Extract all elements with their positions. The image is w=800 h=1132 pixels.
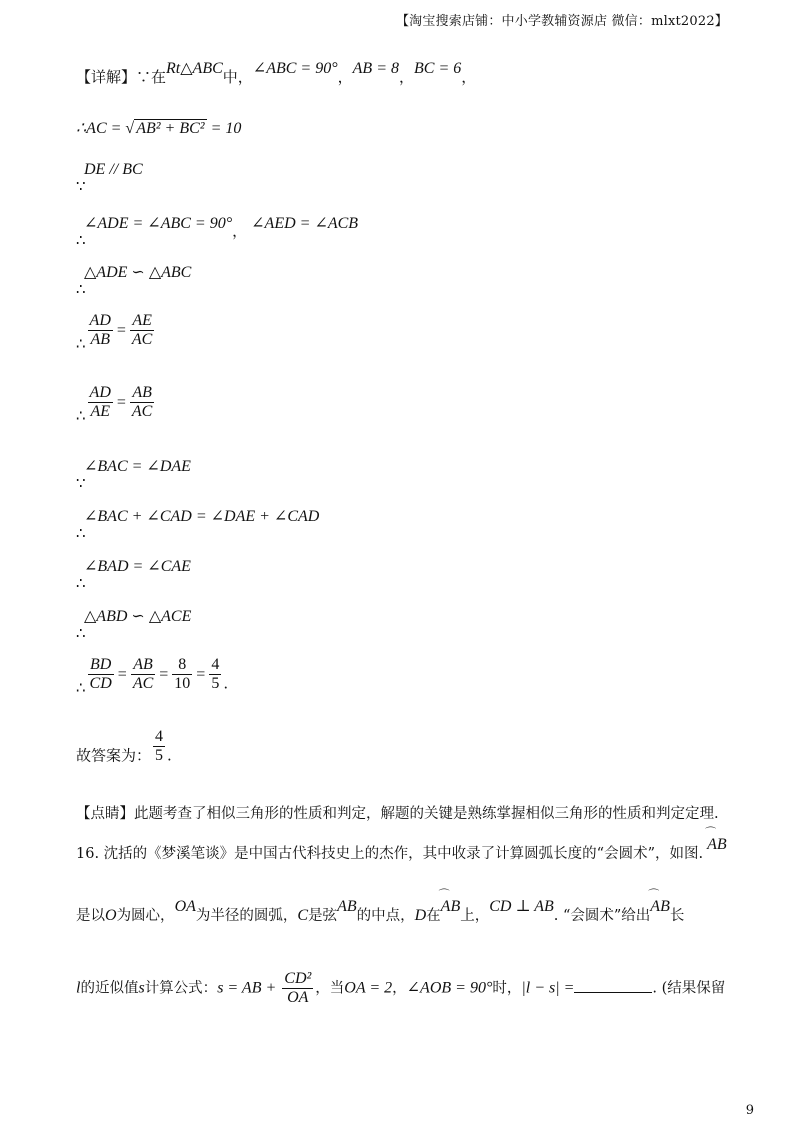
numerator: 4 [211, 656, 220, 673]
angle-abc-90: ∠ABC = 90° [252, 60, 338, 77]
question-16-line-3 [76, 970, 725, 1007]
fraction-ab-ac [131, 656, 155, 693]
therefore-symbol: ∴ [76, 678, 86, 697]
text: 是弦 [308, 908, 338, 924]
solution-line-6 [76, 312, 156, 353]
solution-line-7 [76, 384, 156, 425]
text: 是以 [76, 908, 105, 924]
question-16-line-2 [76, 889, 685, 925]
arc-ab [648, 889, 670, 916]
text: 计算公式： [144, 980, 218, 997]
denominator: AC [131, 403, 153, 420]
therefore-symbol: ∴ [76, 624, 86, 642]
text: . “会圆术”给出 [553, 908, 651, 924]
solution-line-1 [76, 60, 477, 87]
text: 长 [669, 908, 685, 924]
text: 在 [426, 908, 441, 924]
ab-equals-8: AB = 8 [352, 60, 399, 77]
text-zhong: 中， [222, 68, 253, 86]
equals-sign: = [116, 321, 126, 339]
solution-line-5 [76, 262, 192, 298]
de-parallel-bc: DE // BC [84, 161, 143, 178]
ac-result: = 10 [206, 120, 242, 137]
comment-line: 【点睛】此题考查了相似三角形的性质和判定，解题的关键是熟练掌握相似三角形的性质和判定定理. [76, 806, 719, 822]
answer-blank[interactable] [574, 992, 652, 993]
angle-aob-90: ∠AOB = 90° [406, 979, 493, 997]
detail-tag: 【详解】 [76, 68, 137, 86]
comma: ， [398, 68, 414, 86]
numerator: AE [130, 312, 154, 331]
comma: ， [232, 222, 248, 240]
equals-sign: = [159, 665, 169, 683]
equals-sign: = [117, 665, 127, 683]
arc-mark-icon: ⌒ [438, 889, 450, 901]
text: 上， [460, 908, 490, 924]
numerator: CD² [284, 970, 312, 987]
chord-ab: AB [337, 898, 357, 915]
answer-label: 故答案为： [76, 746, 152, 765]
point-c: C [297, 907, 309, 924]
because-symbol: ∵ [76, 177, 86, 195]
denominator: OA [287, 989, 309, 1006]
arc-label: AB [707, 836, 727, 853]
fraction-4-5 [209, 656, 221, 693]
comma: ， [337, 68, 353, 86]
therefore-symbol: ∴ [76, 280, 86, 298]
solution-line-12 [76, 656, 228, 697]
point-o: O [105, 907, 117, 924]
angle-bac-equals-dae: ∠BAC = ∠DAE [84, 458, 191, 475]
equals-sign: = [116, 393, 126, 411]
variable-s: s [138, 979, 145, 997]
numerator: AD [89, 312, 111, 329]
solution-line-4 [76, 212, 359, 249]
fraction-ad-ae [88, 384, 113, 421]
angle-ade-equals: ∠ADE = ∠ABC = 90° [84, 215, 233, 232]
answer-fraction [153, 728, 165, 765]
numerator: AD [89, 384, 111, 401]
equals-sign: = [196, 665, 206, 683]
triangle-similarity-2: △ABD ∽ △ACE [84, 608, 192, 625]
because-symbol: ∵ [76, 474, 86, 492]
arc-label: AB [650, 898, 670, 915]
numerator: 8 [172, 656, 192, 675]
rt-triangle-abc: Rt△ABC [166, 60, 223, 77]
text: . (结果保留 [652, 980, 726, 997]
question-16-line-1 [76, 827, 727, 863]
period: . [223, 674, 229, 693]
fraction-ab-ac [130, 384, 154, 421]
text: 的中点， [356, 908, 415, 924]
period: . [167, 746, 172, 765]
denominator: 5 [155, 747, 164, 764]
therefore-symbol: ∴ [76, 231, 86, 249]
arc-mark-icon: ⌒ [705, 827, 717, 839]
formula-s: s = AB + [217, 979, 281, 997]
arc-label: AB [440, 898, 461, 915]
question-16-text: 16. 沈括的《梦溪笔谈》是中国古代科技史上的杰作，其中收录了计算圆弧长度的“会圆术”，如图. [76, 846, 704, 862]
comma: ， [461, 68, 477, 86]
therefore-symbol: ∴ [76, 524, 86, 542]
text: 为半径的圆弧， [195, 908, 298, 924]
denominator: AE [90, 403, 110, 420]
fraction-ae-ac [130, 312, 154, 349]
denominator: AB [90, 331, 110, 348]
text: 的近似值 [80, 980, 139, 997]
segment-oa: OA [174, 898, 196, 915]
oa-equals-2: OA = 2 [344, 979, 393, 997]
text: 时， [492, 980, 522, 997]
angle-bad-equals-cae: ∠BAD = ∠CAE [84, 558, 191, 575]
arc-ab [705, 827, 727, 854]
solution-line-11 [76, 606, 192, 642]
therefore-symbol: ∴ [76, 406, 86, 425]
fraction-cd2-oa [282, 970, 313, 1007]
numerator: 4 [155, 728, 164, 745]
therefore-symbol: ∴ [76, 334, 86, 353]
denominator: CD [89, 675, 112, 692]
abs-l-minus-s: |l − s| = [521, 979, 575, 997]
solution-line-3 [76, 160, 143, 195]
denominator: AC [132, 675, 154, 692]
solution-line-8 [76, 456, 191, 492]
answer-line [76, 728, 172, 766]
denominator: AC [131, 331, 153, 348]
solution-line-9 [76, 506, 320, 542]
arc-mark-icon: ⌒ [648, 889, 660, 901]
page-header: 【淘宝搜索店铺：中小学教辅资源店 微信：mlxt2022】 [395, 14, 728, 29]
numerator: AB [131, 656, 155, 675]
angle-sum-equation: ∠BAC + ∠CAD = ∠DAE + ∠CAD [84, 508, 320, 525]
page-number: 9 [745, 1103, 754, 1118]
denominator: 10 [174, 675, 191, 692]
because-symbol: ∵在 [136, 68, 167, 86]
triangle-similarity-1: △ADE ∽ △ABC [84, 264, 192, 281]
fraction-8-10 [172, 656, 192, 693]
sqrt-expression: AB² + BC² [136, 120, 205, 137]
text: 为圆心， [116, 908, 175, 924]
denominator: 5 [211, 675, 220, 692]
numerator: BD [88, 656, 114, 675]
cd-perp-ab: CD ⊥ AB [489, 898, 554, 915]
text: ，当 [315, 980, 345, 997]
ac-label: ∴AC = [76, 120, 126, 137]
numerator: AB [130, 384, 154, 403]
fraction-bd-cd [88, 656, 114, 693]
point-d: D [414, 907, 427, 924]
angle-aed-equals: ∠AED = ∠ACB [251, 215, 359, 232]
fraction-ad-ab [88, 312, 113, 349]
solution-line-2: ∴AC = √ AB² + BC² = 10 [76, 120, 242, 137]
therefore-symbol: ∴ [76, 574, 86, 592]
bc-equals-6: BC = 6 [414, 60, 462, 77]
variable-l: l [76, 979, 81, 997]
arc-ab [438, 889, 461, 916]
text: ， [392, 980, 407, 997]
solution-line-10 [76, 556, 191, 592]
